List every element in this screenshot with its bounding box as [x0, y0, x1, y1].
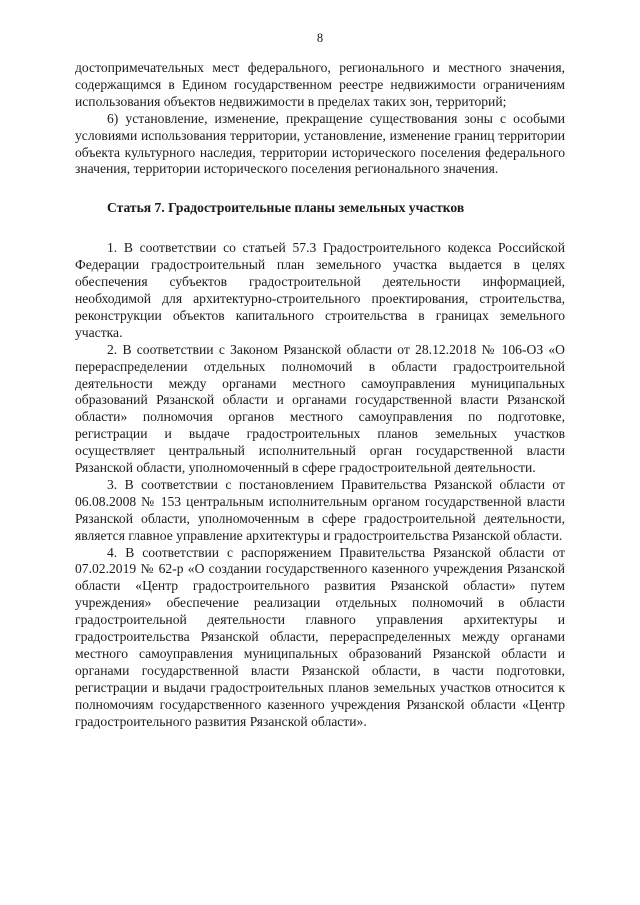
paragraph-2: 2. В соответствии с Законом Рязанской области от 28.12.2018 № 106-ОЗ «О перераспределении отдельных полномочий в области градостроительной деятельности между органами местного самоуправления муниципальных образований Рязанской области и органами государственной власти Рязанской области» полномочия органов местного самоуправления по подготовке, регистрации и выдаче градостроительных планов земельных участков осуществляет центральный исполнительный орган государственной власти Рязанской области, уполномоченный в сфере градостроительной деятельности. [75, 341, 565, 476]
paragraph-3: 3. В соответствии с постановлением Правительства Рязанской области от 06.08.2008 № 153 центральным исполнительным органом государственной власти Рязанской области, уполномоченным в сфере градостроительной деятельности, является главное управление архитектуры и градостроительства Рязанской области. [75, 476, 565, 543]
paragraph-1: 1. В соответствии со статьей 57.3 Градостроительного кодекса Российской Федерации градостроительный план земельного участка выдается в целях обеспечения субъектов градостроительной деятельности информацией, необходимой для архитектурно-строительного проектирования, строительства, реконструкции объектов капитального строительства в границах земельного участка. [75, 240, 565, 340]
paragraph-item-6: 6) установление, изменение, прекращение существования зоны с особыми условиями использования территории, установление, изменение границ территории объекта культурного наследия, территории исторического поселения федерального значения, территории исторического поселения регионального значения. [75, 110, 565, 177]
document-body [75, 60, 565, 731]
paragraph-4: 4. В соответствии с распоряжением Правительства Рязанской области от 07.02.2019 № 62-р «О создании государственного казенного учреждения Рязанской области «Центр градостроительного развития Рязанской области» путем учреждения» обеспечение реализации отдельных полномочий в области градостроительной деятельности главного управления архитектуры и градостроительства Рязанской области, перераспределенных между органами местного самоуправления муниципальных образований Рязанской области и органами государственной власти Рязанской области, в части подготовки, регистрации и выдачи градостроительных планов земельных участков относится к полномочиям государственного казенного учреждения Рязанской области «Центр градостроительного развития Рязанской области». [75, 544, 565, 729]
paragraph-continuation: достопримечательных мест федерального, регионального и местного значения, содержащимся в Едином государственном реестре недвижимости ограничениям использования объектов недвижимости в пределах таких зон, территорий; [75, 60, 565, 109]
page-number: 8 [316, 31, 324, 45]
article-7-heading: Статья 7. Градостроительные планы земельных участков [107, 200, 465, 216]
